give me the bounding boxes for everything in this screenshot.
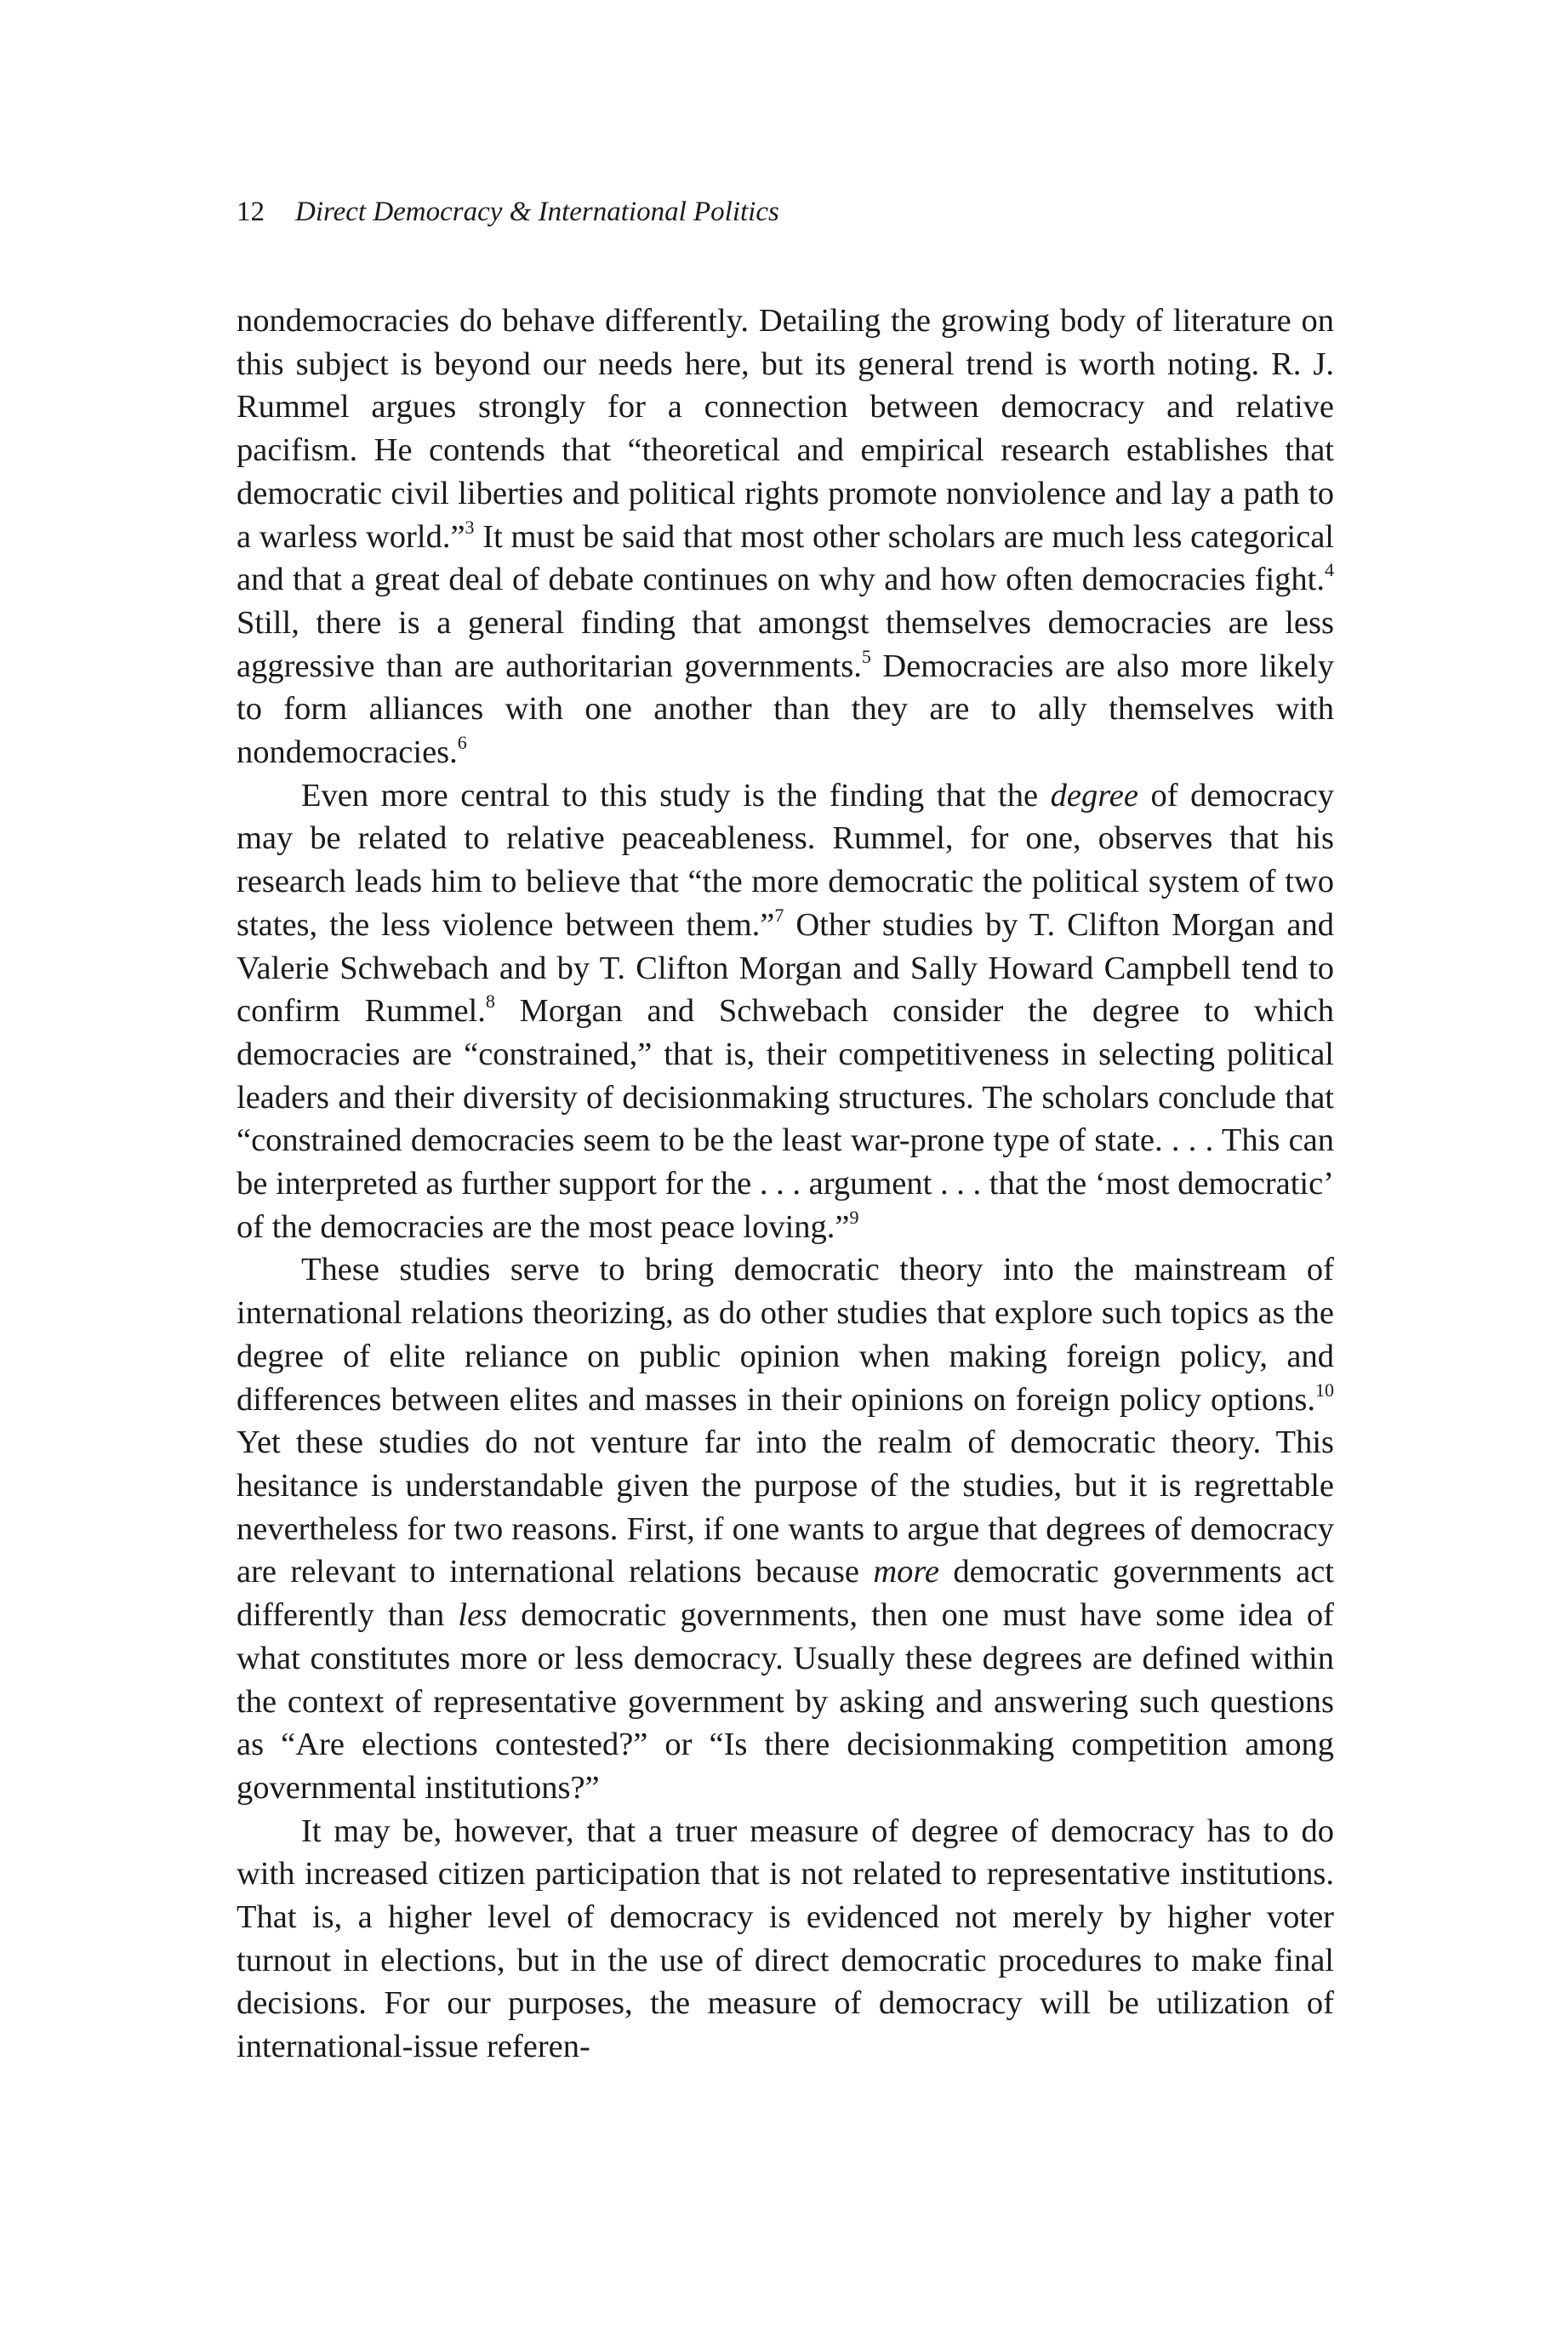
book-page xyxy=(237,0,1334,2352)
text-run: Other studies by T. Clifton Morgan and Valerie Schwebach and by T. Clifton Morgan and Sally Howard Campbell tend to confirm Rummel. xyxy=(237,906,1334,1030)
text-run: Democracies are also more likely to form alliances with one another than they are to ally themselves with nondemocracies. xyxy=(237,648,1334,771)
emphasis-text: less xyxy=(458,1597,508,1634)
book-title: Direct Democracy & International Politics xyxy=(295,197,779,227)
paragraph-4 xyxy=(237,1810,1334,2069)
text-run: democratic governments, then one must have some idea of what constitutes more or less democracy. Usually these degrees are defined within the context of representative government by asking and answering such questions as “Are elections contested?” or “Is there decisionmaking competition among governmental institutions?” xyxy=(237,1597,1334,1806)
page-number: 12 xyxy=(237,197,265,227)
footnote-ref[interactable]: 5 xyxy=(861,645,871,667)
text-run: Still, there is a general finding that amongst themselves democracies are less aggressive than are authoritarian governments. xyxy=(237,604,1334,684)
text-run: Even more central to this study is the finding that the xyxy=(301,777,1051,813)
text-run: It must be said that most other scholars are much less categorical and that a great deal of debate continues on why and how often democracies fight. xyxy=(237,518,1334,598)
footnote-ref[interactable]: 6 xyxy=(457,732,467,754)
text-run: Yet these studies do not venture far into the realm of democratic theory. This hesitance is understandable given the purpose of the studies, but it is regrettable nevertheless for two reasons. First, if one wants to argue that degrees of democracy are relevant to international relations because xyxy=(237,1424,1334,1590)
text-run: It may be, however, that a truer measure of degree of democracy has to do with increased citizen participation that is not related to representative institutions. That is, a higher level of democracy is evidenced not merely by higher voter turnout in elections, but in the use of direct democratic procedures to make final decisions. For our purposes, the measure of democracy will be utilization of international-issue referen- xyxy=(237,1813,1334,2065)
footnote-ref[interactable]: 3 xyxy=(465,516,475,538)
text-run: These studies serve to bring democratic theory into the mainstream of international relations theorizing, as do other studies that explore such topics as the degree of elite reliance on public opinion when making foreign policy, and differences between elites and masses in their opinions on foreign policy options. xyxy=(237,1252,1334,1418)
footnote-ref[interactable]: 7 xyxy=(774,905,784,927)
footnote-ref[interactable]: 4 xyxy=(1325,559,1334,581)
emphasis-text: degree xyxy=(1050,777,1138,813)
running-head xyxy=(237,191,1334,233)
text-run: of democracy may be related to relative peaceableness. Rummel, for one, observes that his research leads him to believe that “the more democratic the political system of two states, the less violence between them.” xyxy=(237,777,1334,943)
paragraph-3 xyxy=(237,1248,1334,1809)
footnote-ref[interactable]: 9 xyxy=(849,1206,859,1228)
emphasis-text: more xyxy=(873,1554,940,1590)
text-run: democratic governments act differently than xyxy=(237,1554,1334,1634)
text-run: nondemocracies do behave differently. Detailing the growing body of literature on this subject is beyond our needs here, but its general trend is worth noting. R. J. Rummel argues strongly for a connection between democracy and relative pacifism. He contends that “theoretical and empirical research establishes that democratic civil liberties and political rights promote nonviolence and lay a path to a warless world.” xyxy=(237,303,1334,555)
footnote-ref[interactable]: 10 xyxy=(1315,1379,1334,1401)
body-text xyxy=(237,300,1334,2069)
paragraph-2 xyxy=(237,774,1334,1249)
paragraph-1 xyxy=(237,300,1334,774)
footnote-ref[interactable]: 8 xyxy=(485,990,495,1013)
text-run: Morgan and Schwebach consider the degree to which democracies are “constrained,” that is, their competitiveness in selecting political leaders and their diversity of decisionmaking structures. The scholars conclude that “constrained democracies seem to be the least war-prone type of state. . . . This can be interpreted as further support for the . . . argument . . . that the ‘most democratic’ of the democracies are the most peace loving.” xyxy=(237,993,1335,1245)
